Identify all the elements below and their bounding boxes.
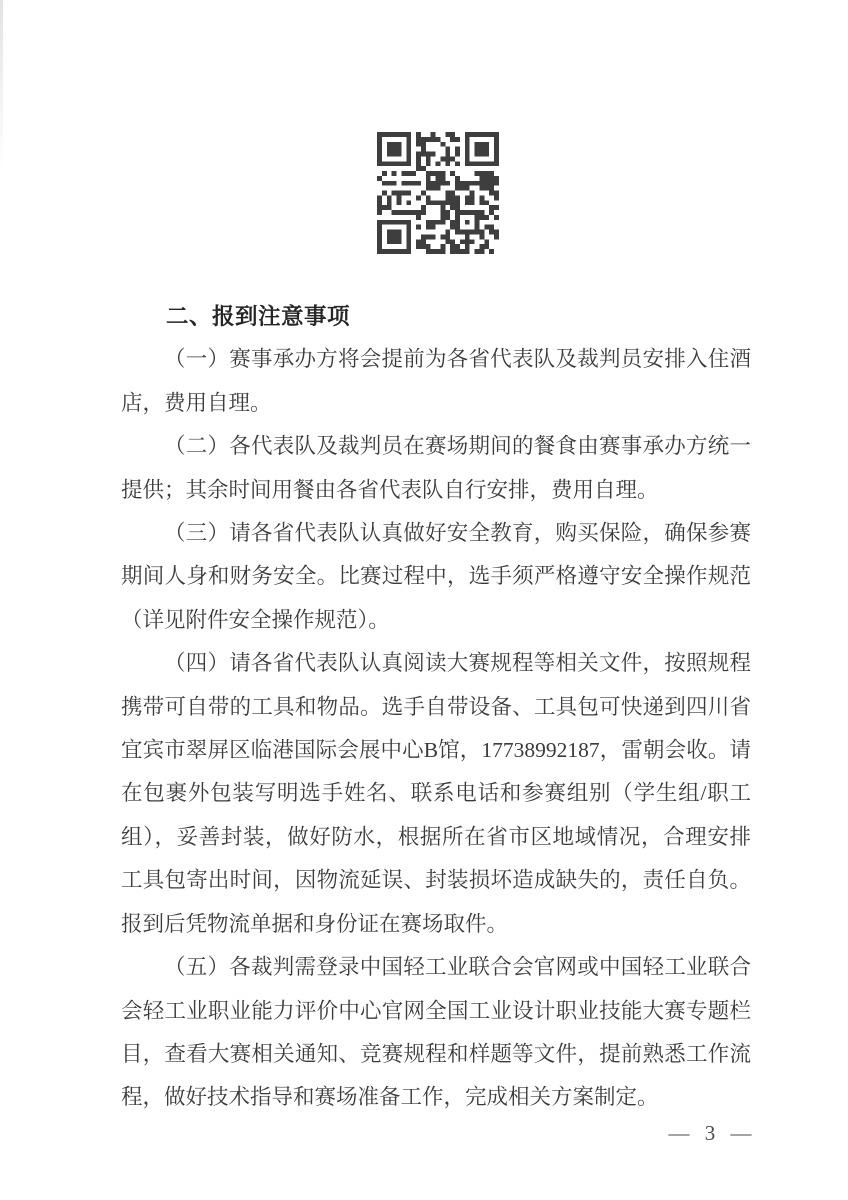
paragraph-4: （四）请各省代表队认真阅读大赛规程等相关文件，按照规程携带可自带的工具和物品。选手自带设备、工具包可快递到四川省宜宾市翠屏区临港国际会展中心B馆，17738992187，雷朝会收。请在包裹外包装写明选手姓名、联系电话和参赛组别（学生组/职工组），妥善封装，做好防水，根据所在省市区地域情况，合理安排工具包寄出时间，因物流延误、封装损坏造成缺失的，责任自负。报到后凭物流单据和身份证在赛场取件。 bbox=[121, 651, 751, 936]
paragraph-1: （一）赛事承办方将会提前为各省代表队及裁判员安排入住酒店，费用自理。 bbox=[121, 347, 751, 415]
qr-code bbox=[377, 132, 499, 254]
paragraph-5: （五）各裁判需登录中国轻工业联合会官网或中国轻工业联合会轻工业职业能力评价中心官网全国工业设计职业技能大赛专题栏目，查看大赛相关通知、竞赛规程和样题等文件，提前熟悉工作流程，做好技术指导和赛场准备工作，完成相关方案制定。 bbox=[121, 955, 751, 1110]
section-heading: 二、报到注意事项 bbox=[166, 304, 351, 329]
paragraph-3: （三）请各省代表队认真做好安全教育，购买保险，确保参赛期间人身和财务安全。比赛过程中，选手须严格遵守安全操作规范（详见附件安全操作规范）。 bbox=[121, 521, 751, 632]
paragraph-2: （二）各代表队及裁判员在赛场期间的餐食由赛事承办方统一提供；其余时间用餐由各省代表队自行安排，费用自理。 bbox=[121, 434, 751, 502]
document-body bbox=[121, 295, 751, 1120]
page-number: — 3 — bbox=[668, 1121, 752, 1145]
scan-edge-artifact bbox=[0, 0, 3, 170]
